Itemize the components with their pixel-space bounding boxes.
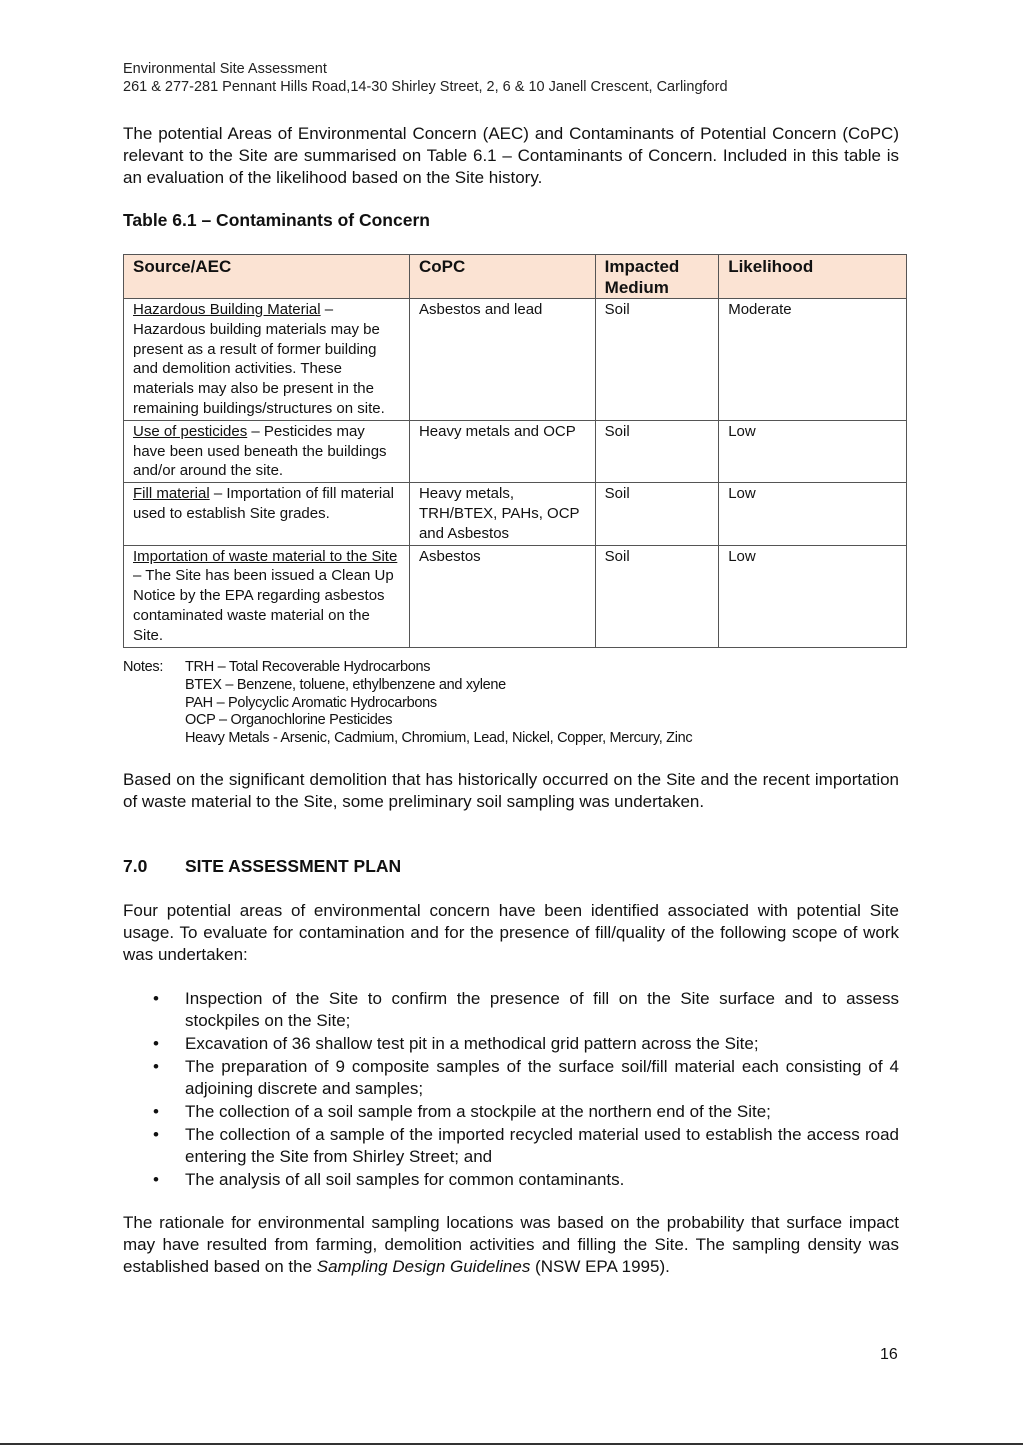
source-text: – Pesticides may have been used beneath the buildings and/or around the site. [133, 422, 387, 480]
header-source-aec: Source/AEC [124, 255, 410, 299]
list-item [123, 1056, 899, 1100]
note-line: BTEX – Benzene, toluene, ethylbenzene and xylene [185, 676, 506, 693]
list-item [123, 988, 899, 1032]
medium-cell: Soil [595, 299, 719, 421]
likelihood-cell: Low [719, 420, 907, 482]
notes-label: Notes: [123, 659, 164, 675]
copc-cell: Heavy metals, TRH/BTEX, PAHs, OCP and Asbestos [409, 483, 595, 545]
bullet-text: The preparation of 9 composite samples of the surface soil/fill material each consisting of 4 adjoining discrete and samples; [185, 1057, 899, 1098]
bullet-icon: • [153, 1057, 159, 1076]
header-address: 261 & 277-281 Pennant Hills Road,14-30 Shirley Street, 2, 6 & 10 Janell Crescent, Carlingford [123, 79, 728, 95]
list-item [123, 1033, 899, 1055]
bullet-text: The collection of a sample of the imported recycled material used to establish the access road entering the Site from Shirley Street; and [185, 1125, 899, 1166]
header-impacted-medium: Impacted Medium [595, 255, 719, 299]
source-title: Importation of waste material to the Site [133, 547, 398, 565]
medium-cell: Soil [595, 483, 719, 545]
source-text: – Importation of fill material used to establish Site grades. [133, 485, 394, 522]
table-row [124, 483, 907, 545]
header-copc: CoPC [409, 255, 595, 299]
note-line: Heavy Metals - Arsenic, Cadmium, Chromium, Lead, Nickel, Copper, Mercury, Zinc [185, 730, 693, 747]
page-bottom-rule [0, 1443, 1023, 1445]
table-row [124, 299, 907, 421]
rationale-text: The rationale for environmental sampling locations was based on the probability that surface impact may have resulted from farming, demolition activities and filling the Site. The sampling density was established based on the [123, 1213, 899, 1276]
scope-bullet-list [123, 988, 899, 1192]
note-line: PAH – Polycyclic Aromatic Hydrocarbons [185, 694, 437, 711]
source-cell [124, 545, 410, 647]
bullet-text: Inspection of the Site to confirm the presence of fill on the Site surface and to assess stockpiles on the Site; [185, 989, 899, 1030]
header-title: Environmental Site Assessment [123, 61, 327, 77]
table-row [124, 420, 907, 482]
bullet-text: Excavation of 36 shallow test pit in a methodical grid pattern across the Site; [185, 1034, 759, 1053]
likelihood-cell: Low [719, 483, 907, 545]
contaminants-table [123, 254, 907, 648]
running-header [123, 60, 728, 96]
table-caption: Table 6.1 – Contaminants of Concern [123, 210, 430, 230]
rationale-citation: (NSW EPA 1995). [530, 1257, 670, 1276]
source-text: – Hazardous building materials may be present as a result of former building and demolition activities. These materials may also be present in the remaining buildings/structures on site. [133, 301, 385, 417]
bullet-icon: • [153, 1125, 159, 1144]
bullet-icon: • [153, 1034, 159, 1053]
intro-paragraph: The potential Areas of Environmental Concern (AEC) and Contaminants of Potential Concern (CoPC) relevant to the Site are summarised on Table 6.1 – Contaminants of Concern. Included in this table is an evaluation of the likelihood based on the Site history. [123, 124, 899, 187]
section-number: 7.0 [123, 856, 148, 876]
demolition-paragraph: Based on the significant demolition that has historically occurred on the Site and the recent importation of waste material to the Site, some preliminary soil sampling was undertaken. [123, 770, 899, 811]
copc-cell: Asbestos [409, 545, 595, 647]
rationale-paragraph [123, 1212, 899, 1278]
table-header-row [124, 255, 907, 299]
medium-cell: Soil [595, 545, 719, 647]
source-cell [124, 483, 410, 545]
copc-cell: Heavy metals and OCP [409, 420, 595, 482]
likelihood-cell: Moderate [719, 299, 907, 421]
section-heading [123, 856, 401, 877]
source-text: – The Site has been issued a Clean Up Notice by the EPA regarding asbestos contaminated waste material on the Site. [133, 567, 394, 644]
scope-paragraph: Four potential areas of environmental concern have been identified associated with potential Site usage. To evaluate for contamination and for the presence of fill/quality of the following scope of work was undertaken: [123, 901, 899, 964]
table-row [124, 545, 907, 647]
source-title: Fill material [133, 485, 210, 503]
medium-cell: Soil [595, 420, 719, 482]
source-cell [124, 420, 410, 482]
guidelines-title: Sampling Design Guidelines [316, 1257, 531, 1276]
note-line: TRH – Total Recoverable Hydrocarbons [185, 659, 431, 675]
copc-cell: Asbestos and lead [409, 299, 595, 421]
bullet-icon: • [153, 1170, 159, 1189]
list-item [123, 1169, 899, 1191]
bullet-icon: • [153, 1102, 159, 1121]
note-line: OCP – Organochlorine Pesticides [185, 712, 393, 729]
source-cell [124, 299, 410, 421]
page-number: 16 [880, 1346, 898, 1363]
list-item [123, 1101, 899, 1123]
likelihood-cell: Low [719, 545, 907, 647]
source-title: Hazardous Building Material [133, 301, 321, 318]
bullet-icon: • [153, 989, 159, 1008]
list-item [123, 1124, 899, 1168]
notes-list [185, 659, 692, 748]
bullet-text: The analysis of all soil samples for common contaminants. [185, 1170, 625, 1189]
section-title: SITE ASSESSMENT PLAN [185, 856, 402, 876]
source-title: Use of pesticides [133, 422, 248, 440]
bullet-text: The collection of a soil sample from a stockpile at the northern end of the Site; [185, 1102, 771, 1121]
header-likelihood: Likelihood [719, 255, 907, 299]
